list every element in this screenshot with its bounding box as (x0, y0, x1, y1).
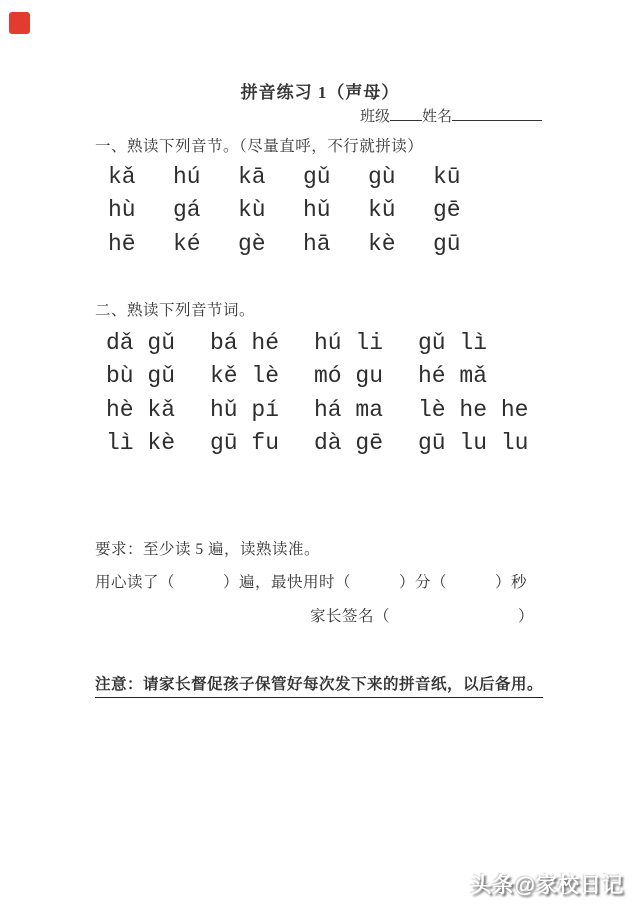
syllable: hú (173, 163, 201, 190)
toutiao-watermark: 头条@家校日记 (470, 874, 624, 897)
syllable-word: hè kǎ (106, 396, 176, 423)
syllable-word: dà gē (314, 430, 384, 457)
syllable-word: bá hé (210, 329, 280, 356)
syllable-row (108, 160, 498, 194)
syllable-word-row (106, 427, 528, 461)
syllable-word: lè he he (418, 396, 529, 423)
syllable: ké (173, 230, 201, 257)
syllable: kè (368, 230, 396, 257)
syllable-word: hǔ pí (210, 396, 280, 423)
syllable-word-row (106, 326, 528, 360)
syllable: gù (368, 163, 396, 190)
syllable: gá (173, 197, 201, 224)
syllable: hē (108, 230, 136, 257)
syllable-row (108, 227, 498, 261)
syllable-word: gū lu lu (418, 430, 529, 457)
syllable-word: dǎ gǔ (106, 329, 176, 356)
worksheet-title: 拼音练习 1（声母） (240, 83, 400, 102)
syllable-word: lì kè (106, 430, 176, 457)
syllable-table (108, 160, 498, 261)
syllable: kū (433, 163, 461, 190)
class-blank-line (390, 105, 422, 121)
syllable: kǔ (368, 197, 396, 224)
syllable: kǎ (108, 163, 136, 190)
syllable: gǔ (303, 163, 331, 190)
class-label: 班级 (360, 109, 391, 125)
syllable: gē (433, 197, 461, 224)
syllable-word: bù gǔ (106, 363, 176, 390)
syllable-word: gū fu (210, 430, 280, 457)
notice-line: 注意：请家长督促孩子保管好每次发下来的拼音纸，以后备用。 (95, 672, 543, 698)
syllable-word-row (106, 393, 528, 427)
syllable-word: mó gu (314, 363, 384, 390)
syllable-word-table (106, 326, 528, 460)
syllable: gū (433, 230, 461, 257)
syllable-word: gǔ lì (418, 329, 488, 356)
section2-heading: 二、熟读下列音节词。 (95, 302, 256, 319)
syllable-word-row (106, 360, 528, 394)
syllable-word: hú li (314, 329, 384, 356)
section1-heading: 一、熟读下列音节。（尽量直呼，不行就拼读） (95, 138, 424, 155)
red-corner-mark (9, 12, 30, 34)
syllable: hǔ (303, 197, 331, 224)
syllable-word: há ma (314, 396, 384, 423)
syllable-row (108, 194, 498, 228)
parent-signature-line: 家长签名（ ） (310, 608, 535, 625)
name-blank-line (452, 105, 542, 121)
reading-record-line: 用心读了（ ）遍，最快用时（ ）分（ ）秒 (95, 574, 528, 591)
syllable-word: hé mǎ (418, 363, 488, 390)
name-label: 姓名 (422, 109, 453, 125)
requirement-line: 要求：至少读 5 遍，读熟读准。 (95, 541, 321, 558)
syllable: kā (238, 163, 266, 190)
class-name-line (360, 105, 542, 126)
syllable: hù (108, 197, 136, 224)
syllable-word: kě lè (210, 363, 280, 390)
syllable: gè (238, 230, 266, 257)
syllable: hā (303, 230, 331, 257)
syllable: kù (238, 197, 266, 224)
